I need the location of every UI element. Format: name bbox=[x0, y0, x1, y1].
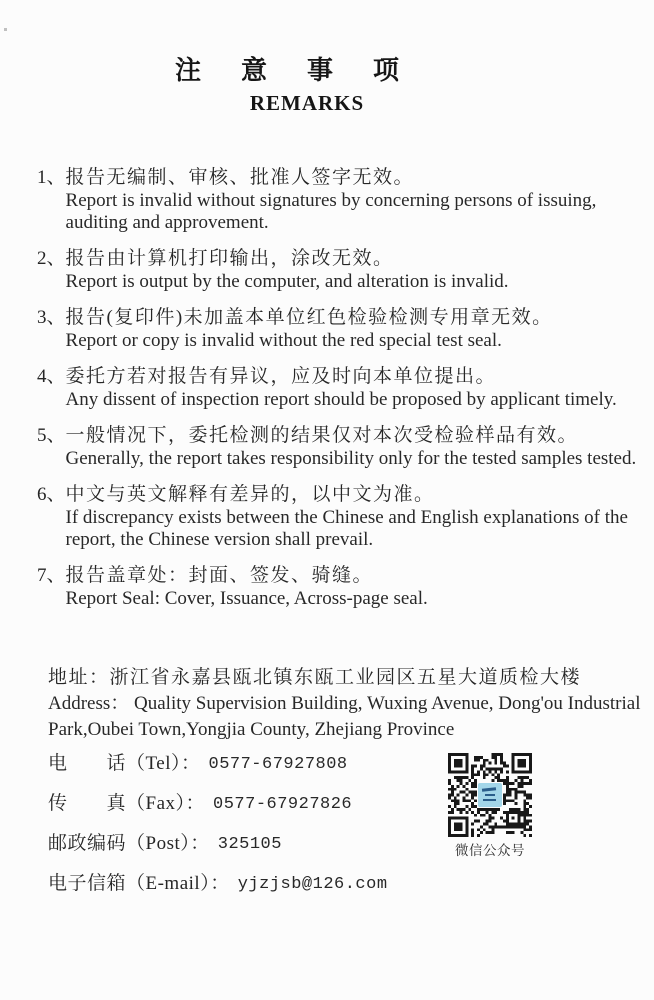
remark-number: 4、 bbox=[37, 366, 66, 387]
address-block bbox=[48, 664, 641, 743]
wechat-qr-block bbox=[448, 753, 532, 859]
remark-item-4 bbox=[37, 365, 637, 411]
remark-number: 6、 bbox=[37, 484, 66, 505]
remark-english-line: Any dissent of inspection report should be proposed by applicant timely. bbox=[65, 389, 617, 410]
remark-number: 3、 bbox=[37, 307, 66, 328]
wechat-qr-code bbox=[448, 753, 532, 837]
remark-number: 1、 bbox=[37, 167, 66, 188]
remark-item-1 bbox=[37, 166, 637, 234]
remark-chinese: 一般情况下，委托检测的结果仅对本次受检验样品有效。 bbox=[65, 425, 579, 446]
remark-item-3 bbox=[37, 306, 637, 352]
remark-english-line: If discrepancy exists between the Chinese and English explanations of the bbox=[65, 507, 628, 528]
contact-row-post bbox=[48, 832, 388, 872]
scan-artifact bbox=[4, 28, 7, 31]
contact-block bbox=[48, 752, 388, 912]
remark-number: 5、 bbox=[37, 425, 66, 446]
contact-row-tel bbox=[48, 752, 388, 792]
post-label: 邮政编码（Post）： bbox=[48, 833, 210, 854]
remark-chinese: 报告无编制、审核、批准人签字无效。 bbox=[65, 167, 415, 188]
email-value: yjzjsb@126.com bbox=[237, 875, 388, 894]
remark-english-line: Report is invalid without signatures by concerning persons of issuing, bbox=[65, 190, 597, 211]
remark-chinese: 委托方若对报告有异议，应及时向本单位提出。 bbox=[65, 366, 497, 387]
remark-number: 2、 bbox=[37, 248, 66, 269]
remark-english-line: Report or copy is invalid without the red special test seal. bbox=[65, 330, 502, 351]
post-value: 325105 bbox=[217, 835, 282, 854]
remark-item-2 bbox=[37, 247, 637, 293]
contact-row-fax bbox=[48, 792, 388, 832]
remark-item-5 bbox=[37, 424, 637, 470]
remarks-list bbox=[37, 166, 637, 623]
page-title-english: REMARKS bbox=[249, 91, 365, 115]
tel-value: 0577-67927808 bbox=[208, 755, 348, 774]
remark-chinese: 中文与英文解释有差异的，以中文为准。 bbox=[65, 484, 435, 505]
email-label: 电子信箱（E-mail）： bbox=[48, 873, 230, 894]
remark-number: 7、 bbox=[37, 565, 66, 586]
remark-english-line: Generally, the report takes responsibility only for the tested samples tested. bbox=[65, 448, 637, 469]
qr-caption: 微信公众号 bbox=[455, 843, 525, 858]
address-chinese: 地址：浙江省永嘉县瓯北镇东瓯工业园区五星大道质检大楼 bbox=[48, 667, 582, 688]
remark-chinese: 报告由计算机打印输出，涂改无效。 bbox=[65, 248, 394, 269]
address-english-line: Address： Quality Supervision Building, Wuxing Avenue, Dong'ou Industrial bbox=[48, 693, 641, 714]
contact-row-email bbox=[48, 872, 388, 912]
page-title-chinese: 注意事项 bbox=[174, 56, 439, 85]
address-english-line: Park,Oubei Town,Yongjia County, Zhejiang Province bbox=[48, 719, 455, 740]
remark-item-7 bbox=[37, 564, 637, 610]
qr-center-logo-icon bbox=[478, 783, 502, 807]
remark-chinese: 报告盖章处：封面、签发、骑缝。 bbox=[65, 565, 374, 586]
remark-english-line: auditing and approvement. bbox=[65, 212, 269, 233]
remark-english-line: report, the Chinese version shall prevail. bbox=[65, 529, 374, 550]
fax-value: 0577-67927826 bbox=[213, 795, 353, 814]
remark-chinese: 报告(复印件)未加盖本单位红色检验检测专用章无效。 bbox=[65, 307, 553, 328]
remark-english-line: Report Seal: Cover, Issuance, Across-page seal. bbox=[65, 588, 428, 609]
tel-label: 电 话（Tel）： bbox=[48, 753, 201, 774]
remark-item-6 bbox=[37, 483, 637, 551]
remark-english-line: Report is output by the computer, and alteration is invalid. bbox=[65, 271, 509, 292]
fax-label: 传 真（Fax）： bbox=[48, 793, 206, 814]
